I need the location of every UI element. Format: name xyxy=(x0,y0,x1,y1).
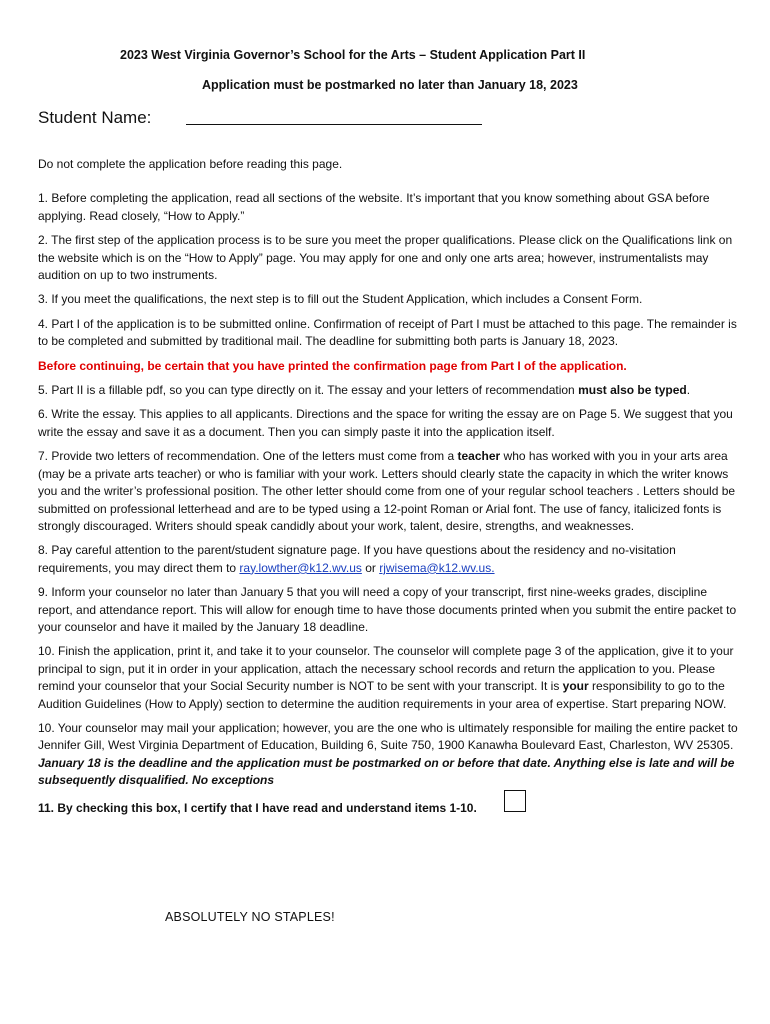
item-10b xyxy=(38,720,738,790)
item-8-or: or xyxy=(361,560,380,575)
item-11-text: 11. By checking this box, I certify that I have read and understand items 1-10. xyxy=(38,800,477,815)
item-7-rest: who has worked with you in your arts area (may be a private arts teacher) or who is familiar with your work. Letters should clearly state the capacity in which the writer knows you and the writer’s professional position. The other letter should come from one of your regular school teachers . Letters should be submitted on professional letterhead and are to be typed using a 12-point Roman or Arial font. The use of fancy, italicized fonts is strongly discouraged. Writers should speak candidly about your work, talent, desire, strengths, and weaknesses. xyxy=(38,449,736,533)
item-5-text: 5. Part II is a fillable pdf, so you can type directly on it. The essay and your letters of recommendation xyxy=(38,383,579,398)
intro-text: Do not complete the application before reading this page. xyxy=(38,157,343,171)
item-10a-emphasis: your xyxy=(562,679,589,694)
item-10a xyxy=(38,643,738,713)
confirmation-warning: Before continuing, be certain that you have printed the confirmation page from Part I of the application. xyxy=(38,358,627,373)
certify-checkbox[interactable] xyxy=(504,790,526,812)
no-staples-notice: ABSOLUTELY NO STAPLES! xyxy=(165,910,335,924)
item-2: 2. The first step of the application process is to be sure you meet the proper qualifications. Please click on the Qualifications link on the website which is on the “How to Apply” page. You may apply for one and only one arts area; however, instrumentalists may audition on up to two instruments. xyxy=(38,233,733,283)
student-name-label: Student Name: xyxy=(38,108,152,127)
item-5-emphasis: must also be typed xyxy=(578,383,687,398)
item-3: 3. If you meet the qualifications, the next step is to fill out the Student Application, which includes a Consent Form. xyxy=(38,292,643,307)
item-9: 9. Inform your counselor no later than January 5 that you will need a copy of your transcript, first nine-weeks grades, discipline report, and attendance report. This will allow for enough time to have those documents printed when you submit the entire packet to your counselor and have it mailed by the January 18 deadline. xyxy=(38,585,737,634)
item-5-end: . xyxy=(686,383,691,398)
item-5 xyxy=(38,382,738,399)
page-title: 2023 West Virginia Governor’s School for the Arts – Student Application Part II xyxy=(120,48,586,62)
item-1: 1. Before completing the application, read all sections of the website. It’s important that you know something about GSA before applying. Read closely, “How to Apply.” xyxy=(38,191,710,223)
item-8-text: 8. Pay careful attention to the parent/student signature page. If you have questions about the residency and no-visitation requirements, you may direct them to xyxy=(38,543,676,575)
item-6: 6. Write the essay. This applies to all applicants. Directions and the space for writing the essay are on Page 5. We suggest that you write the essay and save it as a document. Then you can simply paste it into the application itself. xyxy=(38,407,733,439)
item-10a-text: 10. Finish the application, print it, and take it to your counselor. The counselor will complete page 3 of the application, give it to your principal to sign, put it in order in your application, attach the necessary school records and return the application to you. Please remind your counselor that your Social Security number is NOT to be sent with your transcript. It is xyxy=(38,644,734,694)
item-7-emphasis: teacher xyxy=(457,449,501,464)
item-10a-rest: responsibility to go to the Audition Guidelines (How to Apply) section to determine the audition requirements in your area of expertise. Start preparing NOW. xyxy=(38,679,727,711)
email-link-wiseman[interactable]: rjwisema@k12.wv.us. xyxy=(379,560,495,575)
item-4: 4. Part I of the application is to be submitted online. Confirmation of receipt of Part I must be attached to this page. The remainder is to be completed and submitted by traditional mail. The deadline for submitting both parts is January 18, 2023. xyxy=(38,316,737,349)
instructions-body xyxy=(38,156,738,824)
item-11 xyxy=(38,800,738,817)
postmark-deadline-subtitle: Application must be postmarked no later than January 18, 2023 xyxy=(202,78,578,92)
item-7 xyxy=(38,448,738,535)
item-7-text: 7. Provide two letters of recommendation. One of the letters must come from a xyxy=(38,449,458,464)
item-10b-deadline-warning: January 18 is the deadline and the application must be postmarked on or before that date. Anything else is late and will be subsequently disqualified. No exceptions xyxy=(38,755,735,788)
student-name-field[interactable] xyxy=(186,124,482,125)
email-link-lowther[interactable]: ray.lowther@k12.wv.us xyxy=(239,560,362,575)
item-8 xyxy=(38,542,738,577)
item-10b-text: 10. Your counselor may mail your application; however, you are the one who is ultimately responsible for mailing the entire packet to Jennifer Gill, West Virginia Department of Education, Building 6, Suite 750, 1900 Kanawha Boulevard East, Charleston, WV 25305. xyxy=(38,720,738,753)
